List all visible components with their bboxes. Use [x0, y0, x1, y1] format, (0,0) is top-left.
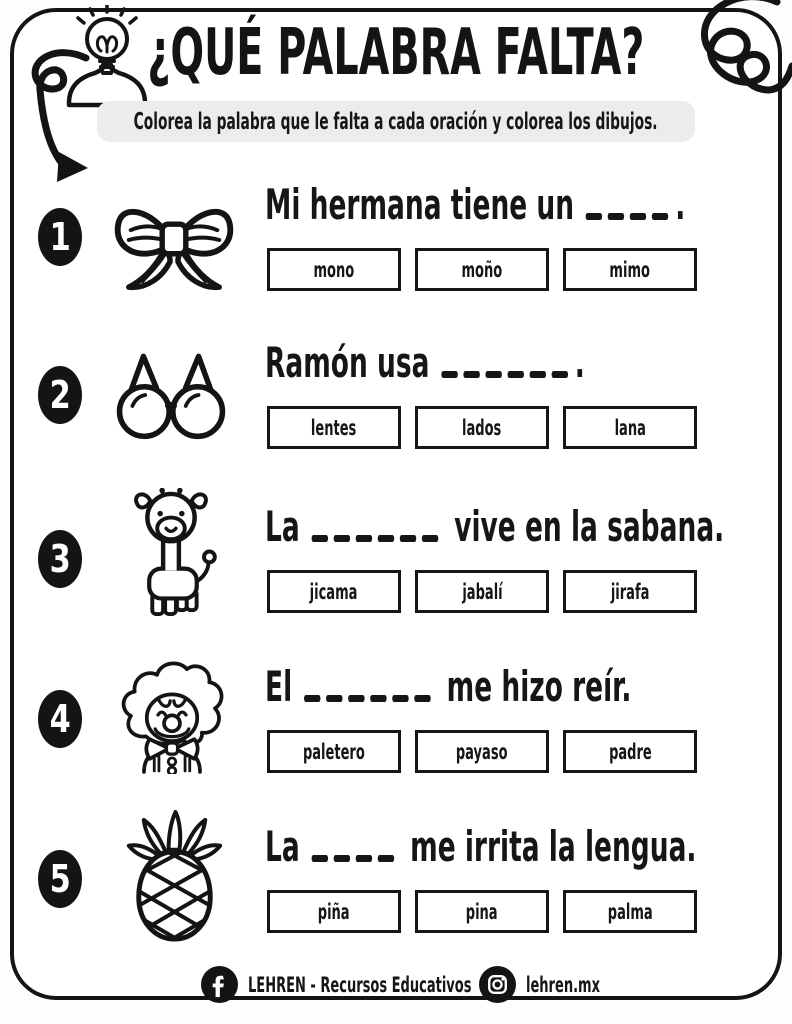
instructions-pill — [97, 101, 695, 142]
number-badge: 3 — [38, 530, 82, 588]
glasses-icon — [114, 342, 228, 448]
option-box[interactable]: lana — [563, 406, 697, 449]
clown-icon — [116, 654, 228, 774]
option-box[interactable]: mimo — [563, 248, 697, 291]
option-box[interactable]: jirafa — [563, 570, 697, 613]
option-box[interactable]: piña — [267, 890, 401, 933]
instagram-label: lehren.mx — [525, 972, 600, 997]
facebook-label: LEHREN - Recursos Educativos — [247, 972, 471, 997]
sentence: El me hizo reír. — [265, 661, 632, 711]
option-box[interactable]: mono — [267, 248, 401, 291]
number-badge: 1 — [38, 208, 82, 266]
sentence: Ramón usa . — [265, 337, 585, 387]
option-box[interactable]: paletero — [267, 730, 401, 773]
option-list — [267, 890, 792, 933]
option-list — [267, 248, 792, 291]
number-badge: 2 — [38, 366, 82, 424]
number-badge: 4 — [38, 690, 82, 748]
sentence: La me irrita la lengua. — [265, 821, 697, 871]
option-box[interactable]: lados — [415, 406, 549, 449]
option-box[interactable]: moño — [415, 248, 549, 291]
answer-blank — [311, 822, 399, 871]
option-list — [267, 406, 773, 449]
page-title: ¿QUÉ PALABRA FALTA? — [147, 16, 645, 90]
option-box[interactable]: palma — [563, 890, 697, 933]
giraffe-icon — [120, 488, 222, 618]
answer-blank — [304, 662, 436, 711]
number-badge: 5 — [38, 850, 82, 908]
facebook-icon — [201, 966, 238, 1003]
bow-icon — [113, 178, 235, 298]
option-list — [267, 570, 792, 613]
pineapple-icon — [114, 810, 235, 945]
instagram-icon — [479, 966, 516, 1003]
option-box[interactable]: lentes — [267, 406, 401, 449]
answer-blank — [311, 502, 443, 551]
option-box[interactable]: padre — [563, 730, 697, 773]
option-box[interactable]: payaso — [415, 730, 549, 773]
answer-blank — [441, 338, 573, 387]
sentence: Mi hermana tiene un . — [265, 179, 686, 229]
option-list — [267, 730, 792, 773]
footer — [0, 966, 792, 1003]
facebook-credit — [201, 966, 471, 1003]
instagram-credit — [479, 966, 600, 1003]
option-box[interactable]: jabalí — [415, 570, 549, 613]
answer-blank — [586, 180, 674, 229]
sentence: La vive en la sabana. — [265, 501, 725, 551]
option-box[interactable]: pina — [415, 890, 549, 933]
option-box[interactable]: jicama — [267, 570, 401, 613]
instructions-text: Colorea la palabra que le falta a cada oración y colorea los dibujos. — [134, 108, 658, 135]
